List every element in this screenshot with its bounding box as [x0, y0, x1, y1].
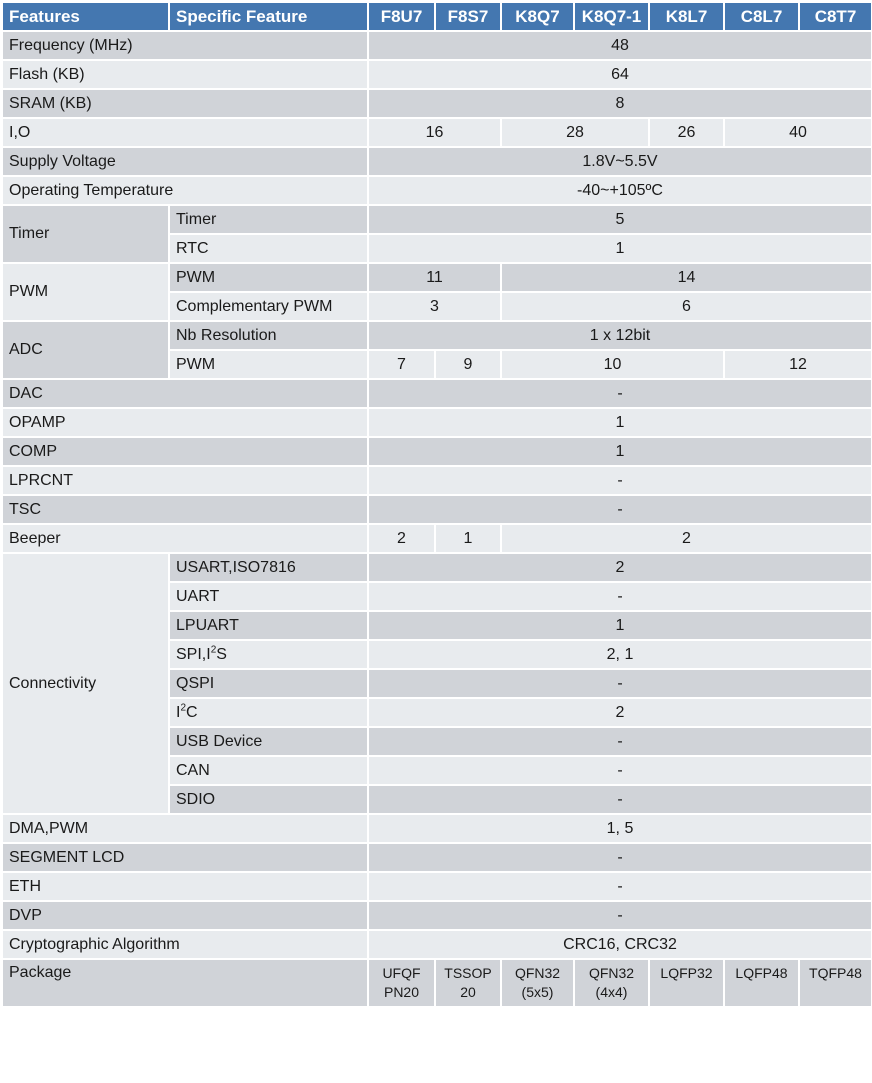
- lprcnt-value: -: [368, 466, 872, 495]
- uart-label: UART: [169, 582, 368, 611]
- row-dvp: [2, 901, 872, 930]
- dma-label: DMA,PWM: [2, 814, 368, 843]
- spi-value: 2, 1: [368, 640, 872, 669]
- model-header-c8t7: C8T7: [799, 2, 872, 31]
- package-value-k8q7: [501, 959, 574, 1007]
- adc-pwm-value-1: 7: [368, 350, 435, 379]
- complementary-pwm-value-b: 6: [501, 292, 872, 321]
- package-k8q7-line2: (5x5): [521, 984, 554, 1000]
- adc-pwm-label: PWM: [169, 350, 368, 379]
- lpuart-label: LPUART: [169, 611, 368, 640]
- tsc-label: TSC: [2, 495, 368, 524]
- crypto-value: CRC16, CRC32: [368, 930, 872, 959]
- i2c-label-superscript: 2: [180, 702, 187, 714]
- tsc-value: -: [368, 495, 872, 524]
- dvp-value: -: [368, 901, 872, 930]
- sdio-label: SDIO: [169, 785, 368, 814]
- dac-label: DAC: [2, 379, 368, 408]
- package-k8q7-1-line2: (4x4): [595, 984, 628, 1000]
- specific-feature-header: Specific Feature: [169, 2, 368, 31]
- can-label: CAN: [169, 756, 368, 785]
- beeper-value-3: 2: [501, 524, 872, 553]
- crypto-label: Cryptographic Algorithm: [2, 930, 368, 959]
- row-comp: [2, 437, 872, 466]
- model-header-f8u7: F8U7: [368, 2, 435, 31]
- row-operating-temperature: [2, 176, 872, 205]
- opamp-value: 1: [368, 408, 872, 437]
- io-value-1: 16: [368, 118, 501, 147]
- temp-label: Operating Temperature: [2, 176, 368, 205]
- spi-label-suffix: S: [216, 645, 227, 663]
- i2c-label-prefix: I: [176, 703, 181, 721]
- package-value-f8u7: [368, 959, 435, 1007]
- usb-device-label: USB Device: [169, 727, 368, 756]
- model-header-k8l7: K8L7: [649, 2, 724, 31]
- rtc-value: 1: [368, 234, 872, 263]
- header-row: [2, 2, 872, 31]
- row-eth: [2, 872, 872, 901]
- opamp-label: OPAMP: [2, 408, 368, 437]
- beeper-value-1: 2: [368, 524, 435, 553]
- package-value-c8l7: [724, 959, 799, 1007]
- model-header-f8s7: F8S7: [435, 2, 501, 31]
- model-header-k8q7: K8Q7: [501, 2, 574, 31]
- spi-label-superscript: 2: [210, 644, 217, 656]
- package-value-c8t7: [799, 959, 872, 1007]
- features-header: Features: [2, 2, 169, 31]
- eth-value: -: [368, 872, 872, 901]
- pwm-category: PWM: [2, 263, 169, 321]
- package-value-f8s7: [435, 959, 501, 1007]
- adc-pwm-value-3: 10: [501, 350, 724, 379]
- row-io: [2, 118, 872, 147]
- flash-label: Flash (KB): [2, 60, 368, 89]
- connectivity-category: Connectivity: [2, 553, 169, 814]
- adc-pwm-value-4: 12: [724, 350, 872, 379]
- beeper-value-2: 1: [435, 524, 501, 553]
- pwm-sub-label: PWM: [169, 263, 368, 292]
- lprcnt-label: LPRCNT: [2, 466, 368, 495]
- sram-label: SRAM (KB): [2, 89, 368, 118]
- eth-label: ETH: [2, 872, 368, 901]
- dac-value: -: [368, 379, 872, 408]
- pwm-value-b: 14: [501, 263, 872, 292]
- package-label: Package: [2, 959, 368, 1007]
- dma-value: 1, 5: [368, 814, 872, 843]
- row-frequency: [2, 31, 872, 60]
- spi-label-prefix: SPI,I: [176, 645, 211, 663]
- package-k8q7-1-line1: QFN32: [588, 965, 635, 981]
- row-dma: [2, 814, 872, 843]
- row-adc-resolution: [2, 321, 872, 350]
- flash-value: 64: [368, 60, 872, 89]
- package-f8u7-line2: PN20: [383, 984, 420, 1000]
- beeper-label: Beeper: [2, 524, 368, 553]
- spi-label: [169, 640, 368, 669]
- temp-value: -40~+105ºC: [368, 176, 872, 205]
- sdio-value: -: [368, 785, 872, 814]
- complementary-pwm-label: Complementary PWM: [169, 292, 368, 321]
- dvp-label: DVP: [2, 901, 368, 930]
- qspi-value: -: [368, 669, 872, 698]
- model-header-c8l7: C8L7: [724, 2, 799, 31]
- nb-resolution-label: Nb Resolution: [169, 321, 368, 350]
- segment-lcd-value: -: [368, 843, 872, 872]
- model-header-k8q7-1: K8Q7-1: [574, 2, 649, 31]
- nb-resolution-value: 1 x 12bit: [368, 321, 872, 350]
- io-value-3: 26: [649, 118, 724, 147]
- row-beeper: [2, 524, 872, 553]
- package-c8t7-line1: TQFP48: [809, 965, 862, 981]
- frequency-value: 48: [368, 31, 872, 60]
- package-f8u7-line1: UFQF: [382, 965, 421, 981]
- adc-category: ADC: [2, 321, 169, 379]
- rtc-label: RTC: [169, 234, 368, 263]
- row-crypto: [2, 930, 872, 959]
- pwm-value-a: 11: [368, 263, 501, 292]
- io-value-4: 40: [724, 118, 872, 147]
- comp-label: COMP: [2, 437, 368, 466]
- segment-lcd-label: SEGMENT LCD: [2, 843, 368, 872]
- frequency-label: Frequency (MHz): [2, 31, 368, 60]
- supply-value: 1.8V~5.5V: [368, 147, 872, 176]
- usb-device-value: -: [368, 727, 872, 756]
- lpuart-value: 1: [368, 611, 872, 640]
- package-f8s7-line1: TSSOP: [444, 965, 492, 981]
- row-tsc: [2, 495, 872, 524]
- row-timer-timer: [2, 205, 872, 234]
- io-label: I,O: [2, 118, 368, 147]
- uart-value: -: [368, 582, 872, 611]
- i2c-label-suffix: C: [186, 703, 198, 721]
- row-sram: [2, 89, 872, 118]
- sram-value: 8: [368, 89, 872, 118]
- feature-comparison-table: [1, 1, 872, 1008]
- usart-value: 2: [368, 553, 872, 582]
- io-value-2: 28: [501, 118, 649, 147]
- row-package: [2, 959, 872, 1007]
- package-k8l7-line1: LQFP32: [660, 965, 713, 981]
- row-segment-lcd: [2, 843, 872, 872]
- i2c-value: 2: [368, 698, 872, 727]
- package-k8q7-line1: QFN32: [514, 965, 561, 981]
- usart-label: USART,ISO7816: [169, 553, 368, 582]
- row-lprcnt: [2, 466, 872, 495]
- package-value-k8l7: [649, 959, 724, 1007]
- package-f8s7-line2: 20: [460, 984, 476, 1000]
- i2c-label: [169, 698, 368, 727]
- supply-label: Supply Voltage: [2, 147, 368, 176]
- qspi-label: QSPI: [169, 669, 368, 698]
- timer-sub-label: Timer: [169, 205, 368, 234]
- can-value: -: [368, 756, 872, 785]
- adc-pwm-value-2: 9: [435, 350, 501, 379]
- row-supply-voltage: [2, 147, 872, 176]
- comp-value: 1: [368, 437, 872, 466]
- package-c8l7-line1: LQFP48: [735, 965, 788, 981]
- row-conn-usart: [2, 553, 872, 582]
- complementary-pwm-value-a: 3: [368, 292, 501, 321]
- timer-category: Timer: [2, 205, 169, 263]
- row-flash: [2, 60, 872, 89]
- package-value-k8q7-1: [574, 959, 649, 1007]
- row-pwm-pwm: [2, 263, 872, 292]
- row-opamp: [2, 408, 872, 437]
- row-dac: [2, 379, 872, 408]
- timer-sub-value: 5: [368, 205, 872, 234]
